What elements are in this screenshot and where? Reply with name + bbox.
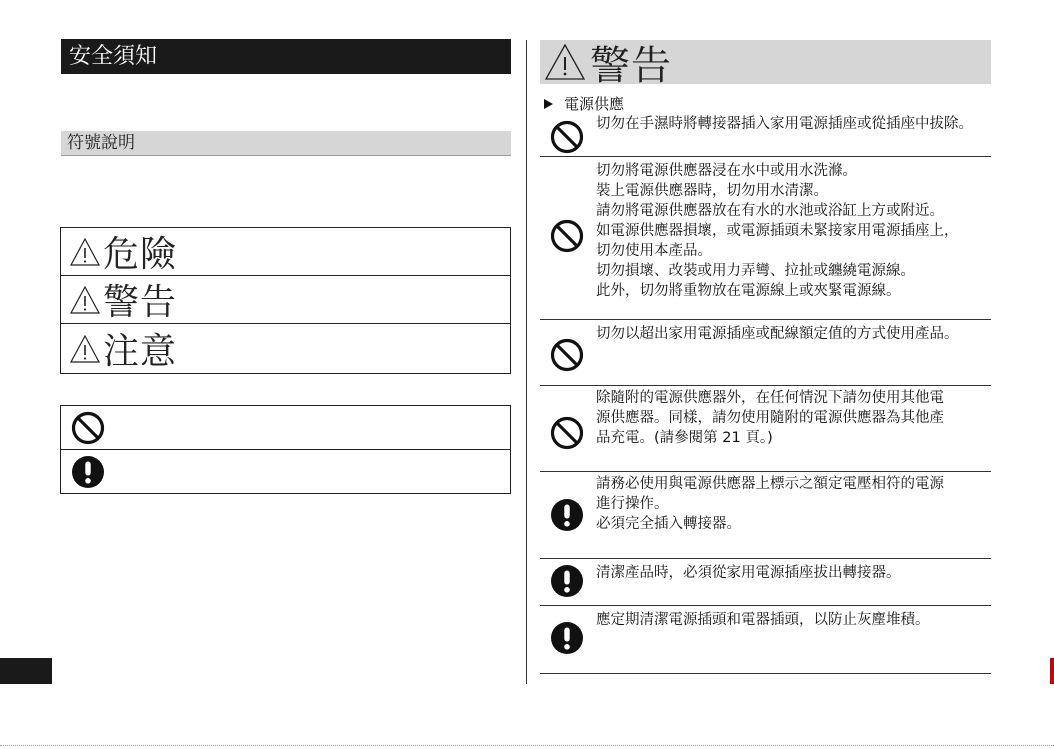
symbol-row-prohibition [61, 406, 510, 450]
warning-item [540, 559, 991, 606]
warning-item-text [596, 114, 991, 134]
warning-text-line: 如電源供應器損壞，或電源插頭未緊接家用電源插座上， [596, 223, 959, 239]
warning-text-line: 切勿以超出家用電源插座或配線額定值的方式使用產品。 [596, 326, 959, 342]
mandatory-icon [550, 498, 584, 532]
warning-header-title: 警告 [590, 42, 672, 89]
hazard-level-caution [61, 324, 510, 373]
warning-item [540, 110, 991, 157]
warning-item [540, 472, 991, 559]
prohibition-icon [71, 411, 105, 445]
prohibition-icon [550, 219, 584, 253]
warning-text-line: 請務必使用與電源供應器上標示之額定電壓相符的電源 [596, 476, 944, 492]
warning-text-line: 此外，切勿將重物放在電源線上或夾緊電源線。 [596, 283, 901, 299]
hazard-level-label: 注意 [103, 331, 178, 372]
warning-header [540, 40, 991, 89]
warning-item-text [596, 324, 991, 344]
warning-item [540, 157, 991, 320]
symbol-row-mandatory [61, 450, 510, 494]
subsection-title: 符號說明 [61, 131, 511, 156]
warning-triangle-icon [69, 237, 101, 267]
warning-text-line: 切勿損壞、改裝或用力弄彎、拉扯或纏繞電源線。 [596, 263, 915, 279]
warning-item-text [596, 388, 991, 448]
bullet-triangle-icon [544, 99, 553, 109]
warning-text-line: 源供應器。同樣，請勿使用隨附的電源供應器為其他產 [596, 410, 944, 426]
warning-item-text [596, 474, 991, 534]
category-label: 電源供應 [564, 95, 625, 113]
hazard-level-warning [61, 276, 510, 324]
warning-triangle-icon [544, 43, 586, 81]
warning-text-line: 除隨附的電源供應器外，在任何情況下請勿使用其他電 [596, 390, 944, 406]
warning-item-text [596, 161, 991, 301]
hazard-level-label: 危險 [103, 234, 178, 275]
warning-text-line: 切勿在手濕時將轉接器插入家用電源插座或從插座中拔除。 [596, 116, 973, 132]
warning-triangle-icon [69, 285, 101, 315]
symbol-table [60, 405, 511, 494]
warning-item [540, 320, 991, 386]
section-title: 安全須知 [61, 39, 511, 74]
warning-text-line: 必須完全插入轉接器。 [596, 516, 741, 532]
page-tab [0, 658, 52, 684]
prohibition-icon [550, 338, 584, 372]
hazard-level-label: 警告 [103, 282, 178, 323]
mandatory-icon [71, 455, 105, 489]
warning-text-line: 裝上電源供應器時，切勿用水清潔。 [596, 183, 828, 199]
warning-triangle-icon [69, 334, 101, 364]
warning-item-text [596, 563, 991, 583]
mandatory-icon [550, 564, 584, 598]
edge-marker [1050, 658, 1054, 684]
warning-item [540, 606, 991, 674]
warning-item [540, 386, 991, 472]
warning-text-line: 請勿將電源供應器放在有水的水池或浴缸上方或附近。 [596, 203, 944, 219]
warning-text-line: 品充電。(請參閱第 21 頁。) [596, 430, 773, 446]
hazard-level-table [60, 227, 511, 374]
hazard-level-danger [61, 228, 510, 276]
warning-text-line: 切勿將電源供應器浸在水中或用水洗滌。 [596, 163, 857, 179]
warning-text-line: 應定期清潔電源插頭和電器插頭，以防止灰塵堆積。 [596, 612, 930, 628]
warning-text-line: 清潔產品時，必須從家用電源插座拔出轉接器。 [596, 565, 901, 581]
mandatory-icon [550, 621, 584, 655]
warning-item-text [596, 610, 991, 630]
column-divider [526, 40, 527, 684]
warning-text-line: 切勿使用本產品。 [596, 243, 712, 259]
prohibition-icon [550, 120, 584, 154]
warning-text-line: 進行操作。 [596, 496, 669, 512]
bottom-rule [0, 745, 1054, 746]
prohibition-icon [550, 416, 584, 450]
